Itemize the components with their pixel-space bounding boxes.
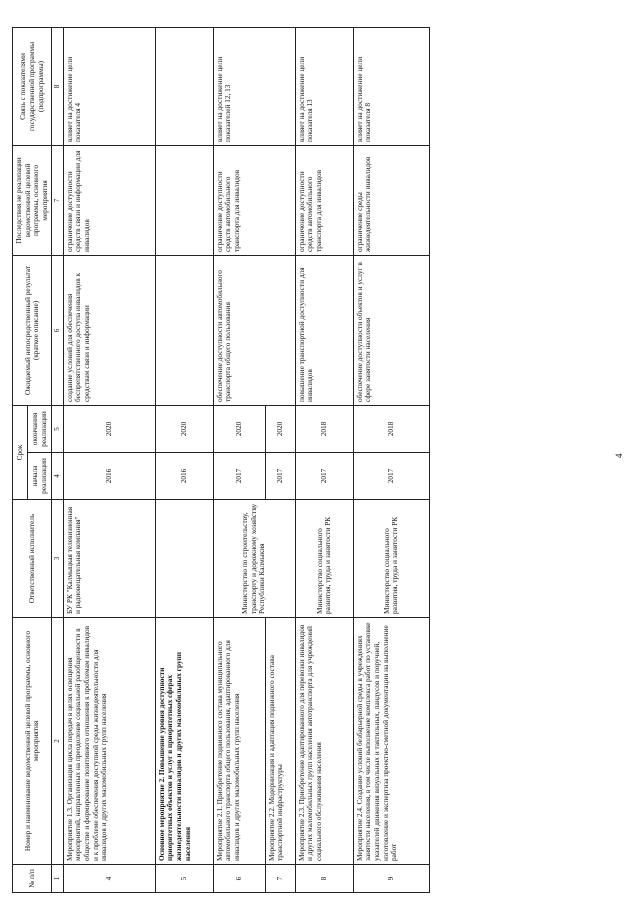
table-row xyxy=(353,28,429,893)
end-year: 2018 xyxy=(353,406,429,453)
colnum: 7 xyxy=(52,146,63,256)
start-year: 2016 xyxy=(155,453,213,500)
row-number: 8 xyxy=(295,865,353,893)
row-number: 5 xyxy=(155,865,213,893)
executor: БУ РК "Калмыцкая телевизионная и радиовещательная компания" xyxy=(63,500,155,618)
start-year: 2017 xyxy=(213,453,265,500)
header-link: Связь с показателями государственной программы (подпрограммы) xyxy=(13,28,52,146)
end-year: 2018 xyxy=(295,406,353,453)
expected-result: обеспечение доступности автомобильного транспорта общего пользования xyxy=(213,256,295,406)
activity-name: Основное мероприятие 2. Повышение уровня доступности приоритетных объектов и услуг в приоритетных сферах жизнедеятельности инвалидов и других маломобильных групп населения xyxy=(155,618,213,865)
indicator-link: влияет на достижение цели показателей 12, 13 xyxy=(213,28,295,146)
activity-name: Мероприятие 1.3. Организация цикла передач в целях освещения мероприятий, направленных на преодоление социальной разобщенности в обществе и формирование позитивного отношения к проблемам инвалидов и к проблеме обеспечения доступной среды жизнедеятельности для инвалидов и других маломобильных групп населения xyxy=(63,618,155,865)
header-result: Ожидаемый непосредственный результат (краткое описание) xyxy=(13,256,52,406)
colnum: 2 xyxy=(52,618,63,865)
table-row xyxy=(63,28,155,893)
expected-result: создание условий для обеспечения беспрепятственного доступа инвалидов к средствам связи и информации xyxy=(63,256,155,406)
consequences: ограничение доступности средств автомобильного транспорта для инвалидов xyxy=(295,146,353,256)
colnum: 8 xyxy=(52,28,63,146)
colnum: 1 xyxy=(52,865,63,893)
indicator-link: влияет на достижение цели показателя 4 xyxy=(63,28,155,146)
colnum: 6 xyxy=(52,256,63,406)
start-year: 2017 xyxy=(353,453,429,500)
row-number: 6 xyxy=(213,865,265,893)
colnum: 3 xyxy=(52,500,63,618)
row-number: 4 xyxy=(63,865,155,893)
header-end: окончания реализации xyxy=(27,406,51,453)
page-number: 4 xyxy=(614,453,624,458)
header-term: Срок xyxy=(13,406,28,500)
indicator-link xyxy=(155,28,213,146)
expected-result xyxy=(155,256,213,406)
consequences xyxy=(155,146,213,256)
colnum: 5 xyxy=(52,406,63,453)
executor: Министерство социального развития, труда и занятости РК xyxy=(295,500,353,618)
end-year: 2020 xyxy=(213,406,265,453)
start-year: 2016 xyxy=(63,453,155,500)
consequences: ограничение среды жизнедеятельности инвалидов xyxy=(353,146,429,256)
indicator-link: влияет на достижение цели показателя 13 xyxy=(295,28,353,146)
colnum: 4 xyxy=(52,453,63,500)
program-activities-table xyxy=(12,27,430,893)
expected-result: повышение транспортной доступности для инвалидов xyxy=(295,256,353,406)
activity-name: Мероприятие 2.2. Модернизация и адаптация подвижного состава транспортной инфраструктуры xyxy=(265,618,295,865)
end-year: 2020 xyxy=(155,406,213,453)
header-executor: Ответственный исполнитель xyxy=(13,500,52,618)
column-number-row xyxy=(52,28,63,893)
expected-result: обеспечение доступности объектов и услуг в сфере занятости населения xyxy=(353,256,429,406)
table-row xyxy=(155,28,213,893)
header-row xyxy=(13,28,28,893)
end-year: 2020 xyxy=(63,406,155,453)
activity-name: Мероприятие 2.4. Создание условий безбарьерной среды в учреждениях занятости населения, в том числе выполнение комплекса работ по установке указателей движения визуальных и тактильных, пандусов и поручней, изготовление и экспертиза проектно-сметной документации на выполнение работ xyxy=(353,618,429,865)
consequences: ограничение доступности средств автомобильного транспорта для инвалидов xyxy=(213,146,295,256)
header-name: Номер и наименование ведомственной целевой программы, основного мероприятия xyxy=(13,618,52,865)
indicator-link: влияет на достижение цели показателя 8 xyxy=(353,28,429,146)
table-row xyxy=(213,28,265,893)
activity-name: Мероприятие 2.3. Приобретение адаптированного для перевозки инвалидов и других маломобильных групп населения автотранспорта для учреждений социального обслуживания населения xyxy=(295,618,353,865)
header-start: начала реализации xyxy=(27,453,51,500)
header-num: № п/п xyxy=(13,865,52,893)
header-consequences: Последствия не реализации ведомственной целевой программы, основного мероприятия xyxy=(13,146,52,256)
start-year: 2017 xyxy=(265,453,295,500)
activity-name: Мероприятие 2.1. Приобретение подвижного состава муниципального автомобильного транспорта общего пользования, адаптированного для инвалидов и других маломобильных групп населения xyxy=(213,618,265,865)
executor: Министерство социального развития, труда и занятости РК xyxy=(353,500,429,618)
row-number: 7 xyxy=(265,865,295,893)
end-year: 2020 xyxy=(265,406,295,453)
consequences: ограничение доступности средств связи и информации для инвалидов xyxy=(63,146,155,256)
table-row xyxy=(295,28,353,893)
row-number: 9 xyxy=(353,865,429,893)
executor xyxy=(155,500,213,618)
start-year: 2017 xyxy=(295,453,353,500)
executor: Министерство по строительству, транспорту и дорожному хозяйству Республики Калмыкия xyxy=(213,500,295,618)
